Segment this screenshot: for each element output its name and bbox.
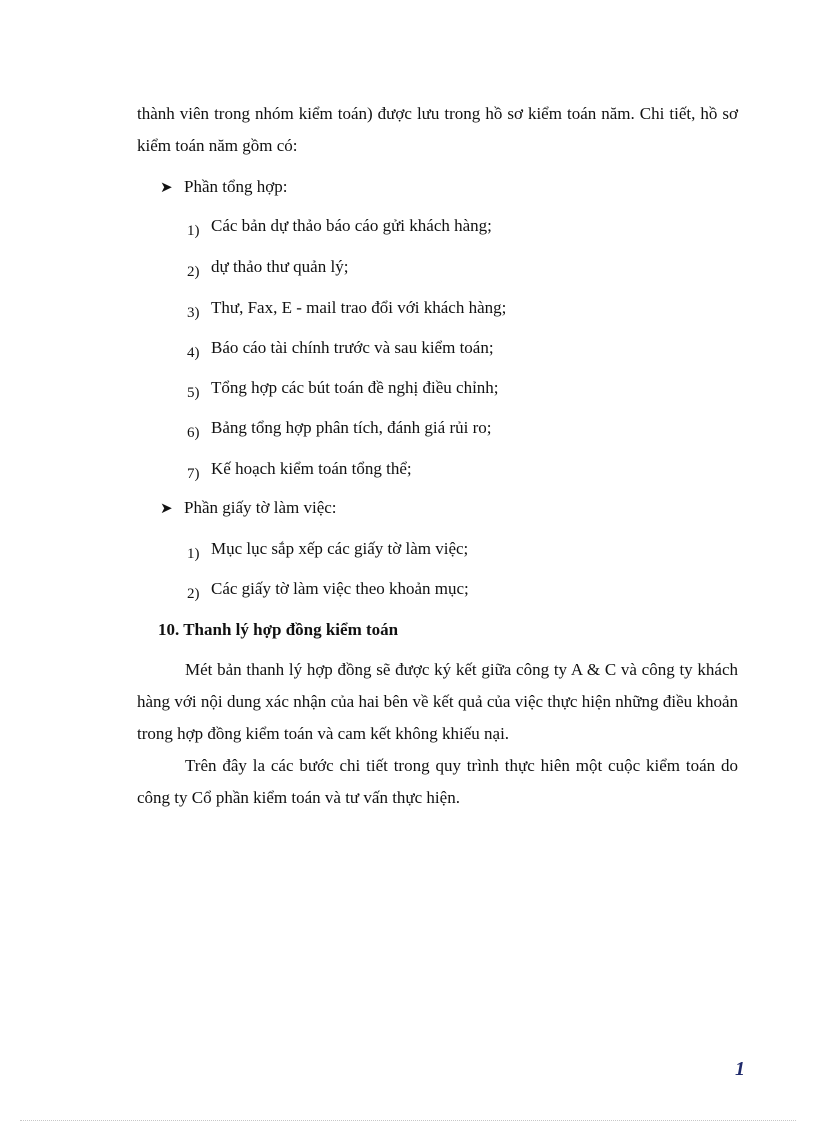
section-heading: 10. Thanh lý hợp đồng kiểm toán [158, 620, 399, 639]
section-general [160, 175, 287, 199]
conclusion-paragraph: Trên đây la các bước chi tiết trong quy trình thực hiên một cuộc kiểm toán do công ty Cổ phần kiểm toán và tư vấn thực hiện. [137, 756, 738, 807]
section-working-papers [160, 496, 337, 520]
list-item: 2) dự thảo thư quản lý; [187, 257, 349, 280]
liquidation-paragraph: Mét bản thanh lý hợp đồng sẽ được ký kết giữa công ty A & C và công ty khách hàng với nội dung xác nhận của hai bên về kết quả của việc thực hiện những điều khoản trong hợp đồng kiểm toán và cam kết không khiếu nại. [137, 660, 738, 743]
footer-divider [20, 1120, 796, 1121]
intro-paragraph: thành viên trong nhóm kiểm toán) được lưu trong hồ sơ kiểm toán năm. Chi tiết, hồ sơ kiểm toán năm gồm có: [137, 104, 738, 155]
list-item: 1) Mục lục sắp xếp các giấy tờ làm việc; [187, 539, 469, 562]
list-item: 7) Kế hoạch kiểm toán tổng thể; [187, 459, 412, 482]
page-number: 1 [735, 1058, 745, 1080]
list-item: 6) Bảng tổng hợp phân tích, đánh giá rủi ro; [187, 418, 492, 441]
list-item: 4) Báo cáo tài chính trước và sau kiểm toán; [187, 338, 494, 361]
section-title: Phần tổng hợp: [184, 177, 288, 196]
list-item: 3) Thư, Fax, E - mail trao đổi với khách hàng; [187, 298, 507, 321]
arrow-bullet-icon: ➤ [160, 499, 173, 517]
section-title: Phần giấy tờ làm việc: [184, 498, 337, 517]
list-item: 2) Các giấy tờ làm việc theo khoản mục; [187, 579, 469, 602]
list-item: 5) Tổng hợp các bút toán đề nghị điều chỉnh; [187, 378, 499, 401]
list-item: 1) Các bản dự thảo báo cáo gửi khách hàng; [187, 216, 492, 239]
arrow-bullet-icon: ➤ [160, 178, 173, 196]
